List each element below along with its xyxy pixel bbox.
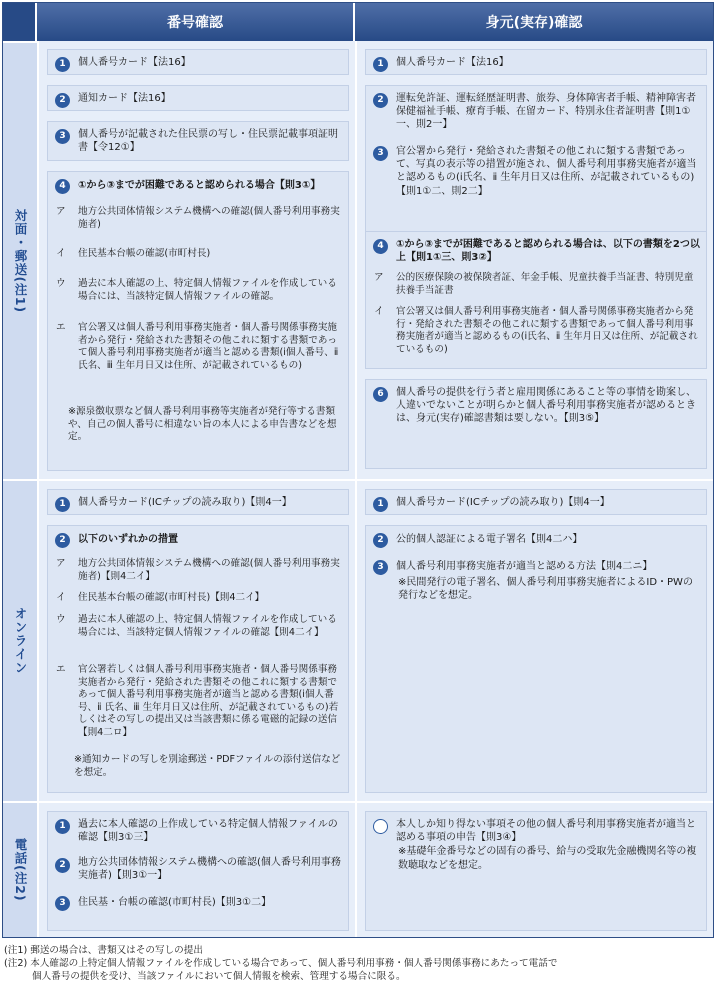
note: ※源泉徴収票など個人番号利用事務等実施者が発行等する書類や、自己の個人番号に相違ない旨の本人による申告書などを想定。 <box>68 406 337 443</box>
list-item: 1 個人番号カード【法16】 <box>47 49 349 75</box>
footnote-1: (注1) 郵送の場合は、書類又はその写しの提出 <box>4 945 203 956</box>
sub-item: イ 住民基本台帳の確認(市町村長)【則4二イ】 <box>56 592 265 603</box>
sub-item: イ 官公署又は個人番号利用事務実施者・個人番号関係事務実施者から発行・発給された書類その他これに類する書類であって個人番号利用事務実施者が適当と認めるもの(ⅰ氏名、ⅱ 生年月日又は住所、が記載されているもの) <box>374 306 698 355</box>
number-badge: 2 <box>373 93 388 108</box>
column-divider <box>355 41 357 937</box>
number-badge: 1 <box>373 57 388 72</box>
header-corner <box>3 3 37 41</box>
footnotes <box>4 944 557 983</box>
row-label-phone: 電話(注2) <box>3 801 37 937</box>
footnote-2: (注2) 本人確認の上特定個人情報ファイルを作成している場合であって、個人番号利用事務・個人番号関係事務にあたって電話で <box>4 958 558 969</box>
item-text: 官公署から発行・発給された書類その他これに類する書類であって、写真の表示等の措置が施され、個人番号利用事務実施者が適当と認めるもの(ⅰ氏名、ⅱ 生年月日又は住所、が記載されているもの)【則1①二、則2二】 <box>396 146 697 197</box>
number-badge: 1 <box>55 819 70 834</box>
number-badge: 6 <box>373 387 388 402</box>
number-badge: 2 <box>55 858 70 873</box>
number-badge: 3 <box>373 560 388 575</box>
sub-item: ア 地方公共団体情報システム機構への確認(個人番号利用事務実施者) <box>56 206 340 230</box>
item-text: 運転免許証、運転経歴証明書、旅券、身体障害者手帳、精神障害者保健福祉手帳、療育手帳、在留カード、特別永住者証明書【則1①一、則2一】 <box>396 93 696 131</box>
circle-marker-icon <box>373 819 388 834</box>
sub-item: ウ 過去に本人確認の上、特定個人情報ファイルを作成している場合には、当該特定個人情報ファイルの確認。 <box>56 278 337 302</box>
group-title: 以下のいずれかの措置 <box>78 534 178 545</box>
list-item: 2 通知カード【法16】 <box>47 85 349 111</box>
item-text: 個人番号利用事務実施者が適当と認める方法【則4二ニ】 <box>396 561 653 572</box>
group-title: ①から③までが困難であると認められる場合【則3①】 <box>78 180 321 191</box>
number-badge: 3 <box>373 146 388 161</box>
sub-item: イ 住民基本台帳の確認(市町村長) <box>56 248 211 259</box>
note: ※民間発行の電子署名、個人番号利用事務実施者によるID・PWの発行などを想定。 <box>398 577 693 602</box>
list-item: 1 個人番号カード【法16】 <box>365 49 707 75</box>
header-number-check: 番号確認 <box>37 3 355 41</box>
list-item: 3 個人番号が記載された住民票の写し・住民票記載事項証明書【令12①】 <box>47 121 349 161</box>
group-title: ①から③までが困難であると認められる場合は、以下の書類を2つ以上【則1①三、則3②】 <box>396 239 700 264</box>
sub-item: ウ 過去に本人確認の上、特定個人情報ファイルを作成している場合には、当該特定個人情報ファイルの確認【則4二イ】 <box>56 614 337 638</box>
sub-item: ア 地方公共団体情報システム機構への確認(個人番号利用事務実施者)【則4二イ】 <box>56 558 340 582</box>
list-item: 1 個人番号カード(ICチップの読み取り)【則4一】 <box>47 489 349 515</box>
note: ※基礎年金番号などの固有の番号、給与の受取先金融機関名等の複数聴取などを想定。 <box>398 846 697 871</box>
number-badge: 3 <box>55 896 70 911</box>
footnote-2-cont: 個人番号の提供を受け、当該ファイルにおいて個人情報を検索、管理する場合に限る。 <box>32 971 406 982</box>
list-item-group <box>47 811 349 931</box>
number-badge: 4 <box>55 179 70 194</box>
item-text: 地方公共団体情報システム機構への確認(個人番号利用事務実施者)【則3①一】 <box>78 857 341 882</box>
item-text: 住民基・台帳の確認(市町村長)【則3①二】 <box>78 897 272 908</box>
item-text: 公的個人認証による電子署名【則4二ハ】 <box>396 534 583 545</box>
number-badge: 2 <box>373 533 388 548</box>
id-verification-table <box>2 2 714 938</box>
item-text: 過去に本人確認の上作成している特定個人情報ファイルの確認【則3①三】 <box>78 819 338 844</box>
note: ※通知カードの写しを別途郵送・PDFファイルの添付送信などを想定。 <box>74 754 341 778</box>
list-item-group <box>365 525 707 793</box>
row-label-online: オンライン <box>3 479 37 801</box>
number-badge: 4 <box>373 239 388 254</box>
number-badge: 2 <box>55 93 70 108</box>
header-identity-check: 身元(実存)確認 <box>355 3 713 41</box>
list-item-group <box>47 525 349 793</box>
number-badge: 3 <box>55 129 70 144</box>
number-badge: 1 <box>55 57 70 72</box>
sub-item: エ 官公署若しくは個人番号利用事務実施者・個人番号関係事務実施者から発行・発給された書類その他これに類する書類であって個人番号利用事務実施者が適当と認める書類(ⅰ個人番号、ⅱ 氏名、ⅲ 生年月日又は住所、が記載されているもの)若しくはその写しの提出又は当該書類に係る電磁的記録の送信【則4二ロ】 <box>56 664 339 738</box>
sub-item: エ 官公署又は個人番号利用事務実施者・個人番号関係事務実施者から発行・発給された書類その他これに類する書類であって個人番号利用事務実施者が適当と認める書類(ⅰ個人番号、ⅱ氏名、ⅲ 生年月日又は住所、が記載されているもの) <box>56 322 339 371</box>
list-item: 本人しか知り得ない事項その他の個人番号利用事務実施者が適当と認める事項の申告【則3④】 ※基礎年金番号などの固有の番号、給与の受取先金融機関名等の複数聴取などを想定。 <box>365 811 707 931</box>
list-item-group <box>47 171 349 471</box>
number-badge: 2 <box>55 533 70 548</box>
number-badge: 1 <box>55 497 70 512</box>
list-item: 1 個人番号カード(ICチップの読み取り)【則4一】 <box>365 489 707 515</box>
number-badge: 1 <box>373 497 388 512</box>
list-item: 6 個人番号の提供を行う者と雇用関係にあること等の事情を勘案し、人違いでないことが明らかと個人番号利用事務実施者が認めるときは、身元(実存)確認書類は要しない。【則3⑤】 <box>365 379 707 469</box>
row-label-taimen: 対面・郵送(注1) <box>3 41 37 479</box>
list-item-group <box>365 231 707 369</box>
sub-item: ア 公的医療保険の被保険者証、年金手帳、児童扶養手当証書、特別児童扶養手当証書 <box>374 272 694 296</box>
